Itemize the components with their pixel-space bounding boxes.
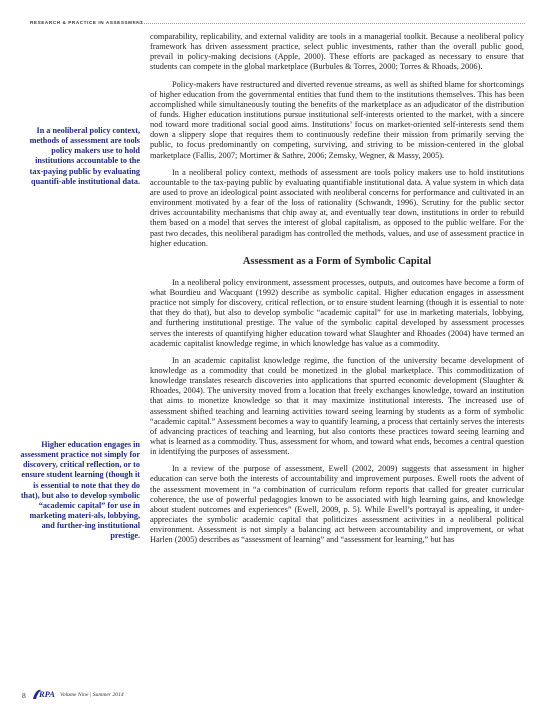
body-paragraph: Policy-makers have restructured and diverted revenue streams, as well as shifted blame for shortcomings of higher education from the governmental entities that fund them to the institutions themselves. This has been accomplished while simultaneously touting the benefits of the marketplace as an adjudicator of the distribution of funds. Higher education institutions pursue institutional self-interests oriented to the market, with a sincere nod toward more traditional social good aims. Institutions’ focus on market-oriented self-interests send them down a slippery slope that requires them to continuously redefine their mission from primarily serving the public, to focus predominantly on competing, surviving, and striving to be mission-centered in the global marketplace (Fallis, 2007; Mortimer & Sathre, 2006; Zemsky, Wegner, & Massy, 2005). xyxy=(150,79,524,160)
header-rule xyxy=(133,23,525,24)
body-paragraph: In an academic capitalist knowledge regime, the function of the university became development of knowledge as a commodity that could be monetized in the global marketplace. This commoditization of knowledge translates research discoveries into applications that spurred economic development (Slaughter & Rhoades, 2004). The university moved from a location that freely exchanges knowledge, toward an institution that aims to monetize knowledge so that it may maximize institutional interests. The increased use of assessment shifted teaching and learning activities toward seeing learning by students as a form of symbolic “academic capital.” Assessment becomes a way to quantify learning, a process that certainly serves the interests of advancing practices of teaching and learning, but also contorts these practices toward seeing learning and what is learned as a commodity. Thus, assessment for whom, and toward what ends, becomes a central question in identifying the purposes of assessment. xyxy=(150,355,524,457)
pullquote-1: In a neoliberal policy context, methods of assessment are tools policy makers use to hold institutions accountable to the tax-paying public by evaluating quantifi-able institutional data. xyxy=(29,126,140,186)
body-paragraph: In a neoliberal policy context, methods of assessment are tools policy makers use to hold institutions accountable to the tax-paying public by evaluating quantifiable institutional data. A value system in which data are used to prove an ideological point associated with neoliberal concerns for performance and cultivated in an environment motivated by a fear of the loss of rationality (Schwandt, 1996). Scrutiny for the public sector drives accountability mechanisms that chip away at, and eventually tear down, institutions in order to rebuild them based on a model that serves the interest of global capitalism, as opposed to the public welfare. For the past two decades, this neoliberal paradigm has controlled the methods, values, and use of assessment practice in higher education. xyxy=(150,167,524,248)
main-text-column xyxy=(150,32,524,552)
body-paragraph: In a review of the purpose of assessment, Ewell (2002, 2009) suggests that assessment in higher education can serve both the interests of accountability and improvement purposes. Ewell roots the advent of the assessment movement in “a combination of curriculum reform reports that called for greater curricular coherence, the use of powerful pedagogies known to be associated with high learning gains, and knowledge about student outcomes and experiences” (Ewell, 2009, p. 5). While Ewell’s portrayal is appealing, it under-appreciates the symbolic academic capital that politicizes assessment activities in a neoliberal political environment. Assessment is not simply a balancing act between accountability and improvement, or what Harlen (2005) describes as “assessment of learning” and “assessment for learning,” but has xyxy=(150,464,524,545)
running-title: RESEARCH & PRACTICE IN ASSESSMENT xyxy=(30,20,144,25)
volume-info: Volume Nine | Summer 2014 xyxy=(60,692,124,698)
page-footer xyxy=(22,687,172,703)
logo-text: RPA xyxy=(39,689,55,699)
page-number: 8 xyxy=(22,691,26,700)
pullquote-2: Higher education engages in assessment practice not simply for discovery, critical reflection, or to ensure student learning (though it is essential to note that they do that), but also to develop symbolic “academic capital” for use in marketing materi-als, lobbying, and further-ing institutional prestige. xyxy=(20,440,140,541)
running-header xyxy=(30,20,525,30)
section-heading: Assessment as a Form of Symbolic Capital xyxy=(242,255,432,267)
body-paragraph: comparability, replicability, and external validity are tools in a managerial toolkit. Because a neoliberal policy framework has driven assessment practice, select public investments, rather than the overall public good, prevail in policy-making decisions (Apple, 2000). These efforts are packaged as necessary to ensure that students can compete in the global marketplace (Burbules & Torres, 2000; Torres & Rhoads, 2006). xyxy=(150,32,524,72)
rpa-logo xyxy=(31,687,57,701)
body-paragraph: In a neoliberal policy environment, assessment processes, outputs, and outcomes have become a form of what Bourdieu and Wacquant (1992) describe as symbolic capital. Higher education engages in assessment practice not simply for discovery, critical reflection, or to ensure student learning (though it is essential to note that they do that), but also to develop symbolic “academic capital” for use in marketing materials, lobbying, and furthering institutional prestige. The value of the symbolic capital developed by assessment processes serves the interests of quantifying higher education toward what Slaughter and Rhoades (2004) have termed an academic capitalist knowledge regime, in which knowledge has value as a commodity. xyxy=(150,277,524,348)
